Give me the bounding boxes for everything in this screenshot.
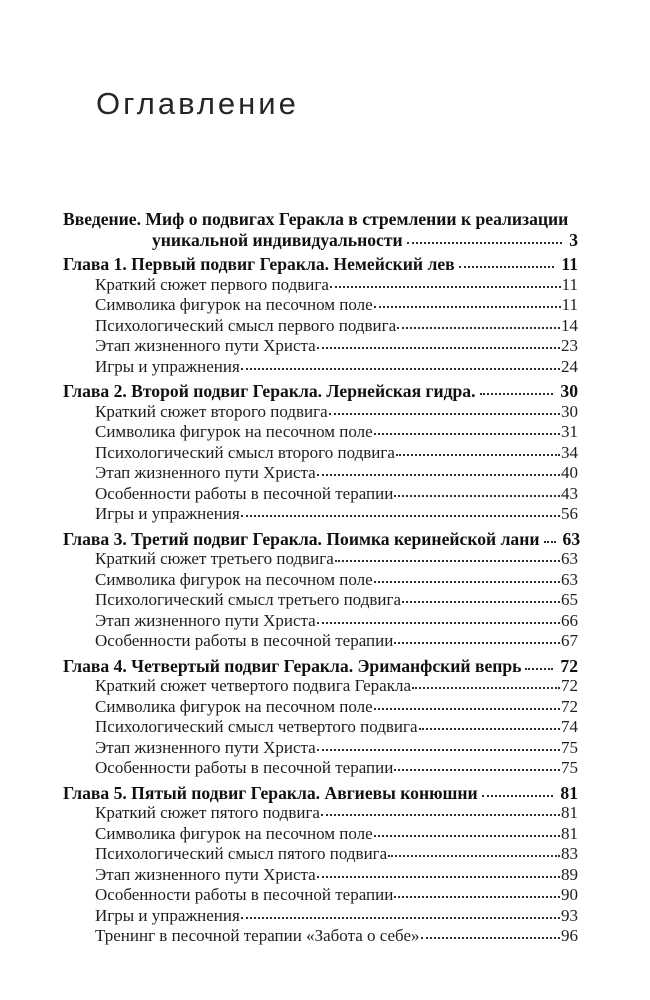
dot-leader xyxy=(374,708,560,710)
page-number: 81 xyxy=(561,823,578,843)
toc-entry-title: Психологический смысл пятого подвига xyxy=(95,844,388,863)
toc-entry-title: Краткий сюжет четвертого подвига Геракла xyxy=(95,676,411,695)
dot-leader xyxy=(412,687,560,689)
toc-entry-title: Этап жизненного пути Христа xyxy=(95,737,316,757)
toc-sub-entry xyxy=(95,443,578,464)
table-of-contents xyxy=(63,209,581,947)
toc-sub-entry xyxy=(95,336,578,357)
dot-leader xyxy=(396,454,560,456)
dot-leader xyxy=(330,286,561,288)
dot-leader xyxy=(407,242,563,244)
toc-sub-entry xyxy=(95,463,578,484)
page-number: 72 xyxy=(561,696,578,716)
toc-sub-entry xyxy=(95,357,578,378)
toc-entry-title: Игры и упражнения xyxy=(95,504,240,523)
toc-entry-title: Символика фигурок на песочном поле xyxy=(95,696,373,716)
toc-entry-title: Особенности работы в песочной терапии xyxy=(95,758,394,777)
page-number: 81 xyxy=(561,803,578,822)
toc-sub-entry xyxy=(95,570,578,591)
toc-sub-entry xyxy=(95,717,578,738)
toc-intro-entry xyxy=(152,230,578,251)
toc-entry-title: Этап жизненного пути Христа xyxy=(95,610,316,630)
dot-leader xyxy=(241,368,560,370)
page-number: 34 xyxy=(561,442,578,462)
toc-entry-title: Глава 4. Четвертый подвиг Геракла. Эриманфский вепрь xyxy=(63,655,522,676)
dot-leader xyxy=(321,814,560,816)
page-number: 81 xyxy=(560,782,578,803)
toc-sub-entry xyxy=(95,885,578,906)
toc-chapter-entry xyxy=(63,528,581,550)
page-number: 11 xyxy=(561,254,578,274)
page-number: 75 xyxy=(561,758,578,777)
toc-entry-title: Игры и упражнения xyxy=(95,356,240,376)
toc-entry-title: Глава 2. Второй подвиг Геракла. Лернейская гидра. xyxy=(63,381,476,401)
page-number: 40 xyxy=(561,463,578,482)
dot-leader xyxy=(317,876,560,878)
page-number: 93 xyxy=(561,905,578,925)
toc-sub-entry xyxy=(95,611,578,632)
dot-leader xyxy=(394,896,560,898)
dot-leader xyxy=(421,937,560,939)
toc-sub-entry xyxy=(95,844,578,865)
dot-leader xyxy=(394,642,560,644)
toc-sub-entry xyxy=(95,697,578,718)
toc-entry-title: Символика фигурок на песочном поле xyxy=(95,823,373,843)
toc-entry-title: Символика фигурок на песочном поле xyxy=(95,295,373,314)
page-number: 74 xyxy=(561,717,578,736)
toc-entry-title: Краткий сюжет второго подвига xyxy=(95,401,328,421)
toc-entry-title: Особенности работы в песочной терапии xyxy=(95,483,394,503)
page-number: 43 xyxy=(561,483,578,503)
toc-entry-title: Этап жизненного пути Христа xyxy=(95,864,316,884)
dot-leader xyxy=(317,622,560,624)
page-number: 56 xyxy=(561,504,578,523)
toc-entry-title: Символика фигурок на песочном поле xyxy=(95,569,373,589)
dot-leader xyxy=(335,560,560,562)
dot-leader xyxy=(241,515,560,517)
page-number: 24 xyxy=(561,356,578,376)
page-number: 14 xyxy=(561,315,578,335)
page-title: Оглавление xyxy=(96,86,299,121)
dot-leader xyxy=(402,601,560,603)
dot-leader xyxy=(388,855,560,857)
page-number: 96 xyxy=(561,926,578,945)
toc-entry-title: Введение. Миф о подвигах Геракла в стремлении к реализации xyxy=(63,209,569,229)
toc-entry-title: Глава 1. Первый подвиг Геракла. Немейский лев xyxy=(63,254,455,274)
page-number: 90 xyxy=(561,885,578,904)
toc-entry-title: Глава 5. Пятый подвиг Геракла. Авгиевы конюшни xyxy=(63,782,478,803)
toc-sub-entry xyxy=(95,803,578,824)
page-number: 11 xyxy=(561,274,578,294)
page-number: 63 xyxy=(561,569,578,589)
toc-entry-title: уникальной индивидуальности xyxy=(152,229,403,250)
toc-sub-entry xyxy=(95,824,578,845)
page-number: 30 xyxy=(561,401,578,421)
page-number: 72 xyxy=(561,676,578,695)
page-number: 66 xyxy=(561,610,578,630)
toc-entry-title: Краткий сюжет пятого подвига xyxy=(95,803,320,822)
toc-sub-entry xyxy=(95,926,578,947)
toc-entry-title: Игры и упражнения xyxy=(95,905,240,925)
dot-leader xyxy=(241,917,560,919)
page-number: 89 xyxy=(561,864,578,884)
page-number: 75 xyxy=(561,737,578,757)
toc-entry-title: Этап жизненного пути Христа xyxy=(95,463,316,482)
toc-sub-entry xyxy=(95,738,578,759)
toc-sub-entry xyxy=(95,590,578,611)
toc-sub-entry xyxy=(95,422,578,443)
toc-entry-title: Краткий сюжет первого подвига xyxy=(95,274,329,294)
toc-entry-title: Этап жизненного пути Христа xyxy=(95,336,316,355)
dot-leader xyxy=(394,495,560,497)
toc-chapter-entry xyxy=(63,381,578,402)
toc-entry-title: Краткий сюжет третьего подвига xyxy=(95,549,334,568)
toc-sub-entry xyxy=(95,906,578,927)
dot-leader xyxy=(394,769,560,771)
toc-sub-entry xyxy=(95,631,578,652)
toc-entry-title: Психологический смысл первого подвига xyxy=(95,315,397,335)
dot-leader xyxy=(317,474,560,476)
dot-leader xyxy=(317,749,560,751)
toc-chapter-entry xyxy=(63,783,578,804)
dot-leader xyxy=(374,581,560,583)
toc-entry-title: Глава 3. Третий подвиг Геракла. Поимка керинейской лани xyxy=(63,528,540,549)
toc-sub-entry xyxy=(95,549,578,570)
page-number: 3 xyxy=(569,229,578,250)
dot-leader xyxy=(374,433,560,435)
page-number: 72 xyxy=(560,655,578,676)
toc-sub-entry xyxy=(95,676,578,697)
toc-sub-entry xyxy=(95,316,578,337)
dot-leader xyxy=(329,413,560,415)
toc-sub-entry xyxy=(95,758,578,779)
dot-leader xyxy=(419,728,560,730)
toc-sub-entry xyxy=(95,484,578,505)
dot-leader xyxy=(317,347,560,349)
page-number: 30 xyxy=(560,381,578,401)
dot-leader xyxy=(544,541,556,543)
toc-entry-title: Психологический смысл четвертого подвига xyxy=(95,717,418,736)
dot-leader xyxy=(482,795,554,797)
page-number: 65 xyxy=(561,590,578,609)
page-number: 67 xyxy=(561,631,578,650)
page-number: 63 xyxy=(561,549,578,568)
toc-sub-entry xyxy=(95,402,578,423)
page-number: 63 xyxy=(562,528,581,549)
dot-leader xyxy=(480,393,554,395)
toc-sub-entry xyxy=(95,275,578,296)
dot-leader xyxy=(397,327,560,329)
toc-chapter-entry xyxy=(63,656,578,677)
toc-sub-entry xyxy=(95,504,578,525)
toc-sub-entry xyxy=(95,865,578,886)
dot-leader xyxy=(459,266,555,268)
dot-leader xyxy=(374,306,561,308)
toc-entry-title: Особенности работы в песочной терапии xyxy=(95,631,394,650)
dot-leader xyxy=(374,835,560,837)
toc-chapter-entry xyxy=(63,254,578,275)
toc-entry-title: Символика фигурок на песочном поле xyxy=(95,422,373,441)
page-number: 11 xyxy=(561,295,578,314)
toc-entry-title: Особенности работы в песочной терапии xyxy=(95,885,394,904)
toc-intro-entry xyxy=(63,209,578,230)
toc-entry-title: Психологический смысл второго подвига xyxy=(95,442,395,462)
toc-sub-entry xyxy=(95,295,578,316)
dot-leader xyxy=(525,668,553,670)
toc-entry-title: Тренинг в песочной терапии «Забота о себе» xyxy=(95,926,420,945)
toc-entry-title: Психологический смысл третьего подвига xyxy=(95,590,401,609)
page-number: 31 xyxy=(561,422,578,441)
page-number: 23 xyxy=(561,336,578,355)
page-number: 83 xyxy=(561,844,578,863)
